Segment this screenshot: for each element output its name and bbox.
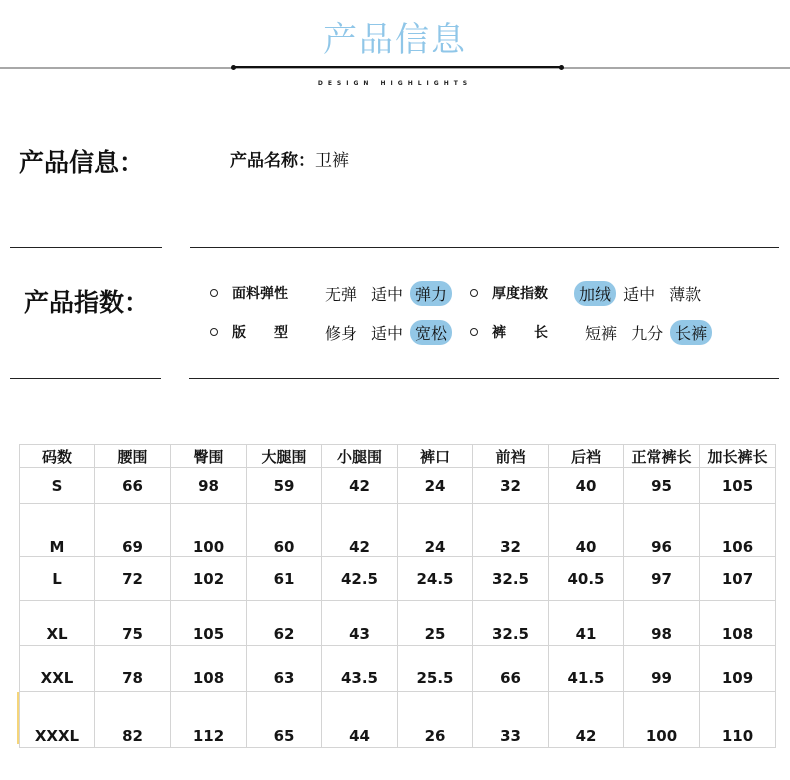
table-cell: 40: [549, 468, 624, 504]
table-cell: 65: [247, 692, 322, 748]
table-cell: 24: [398, 504, 473, 557]
option-fit-1: 修身: [325, 323, 358, 343]
product-name-value: 卫裤: [315, 151, 349, 171]
table-cell: 32.5: [473, 601, 549, 646]
table-cell: 100: [171, 504, 247, 557]
table-cell: 110: [700, 692, 776, 748]
header-cell-size: 码数: [20, 445, 95, 468]
table-cell: 25: [398, 601, 473, 646]
table-row: [20, 692, 776, 748]
table-cell: 72: [95, 557, 171, 601]
table-row: [20, 504, 776, 557]
header-accent-line: [234, 66, 562, 68]
header-cell-leg-opening: 裤口: [398, 445, 473, 468]
table-cell: 82: [95, 692, 171, 748]
table-cell: 59: [247, 468, 322, 504]
header-cell-regular-length: 正常裤长: [624, 445, 700, 468]
table-cell: 61: [247, 557, 322, 601]
option-thickness-3: 薄款: [669, 284, 702, 304]
section-divider-right-2: [189, 378, 779, 379]
bullet-circle-icon: [470, 328, 478, 336]
product-index-label: 产品指数：: [24, 288, 150, 317]
attr-name-elasticity: 面料弹性: [232, 286, 288, 302]
index-row-2: [210, 318, 712, 346]
table-cell: 32: [473, 468, 549, 504]
header-cell-thigh: 大腿围: [247, 445, 322, 468]
option-fit-2: 适中: [371, 323, 404, 343]
product-name-label: 产品名称：: [230, 151, 315, 171]
table-cell: 109: [700, 646, 776, 692]
section-divider-left-1: [10, 247, 162, 248]
table-cell: 66: [95, 468, 171, 504]
attr-name-thickness: 厚度指数: [492, 286, 549, 302]
table-cell: 32: [473, 504, 549, 557]
header-cell-front-rise: 前裆: [473, 445, 549, 468]
header-cell-back-rise: 后裆: [549, 445, 624, 468]
table-cell: XXXL: [20, 692, 95, 748]
option-length-2: 九分: [631, 323, 664, 343]
table-cell: 106: [700, 504, 776, 557]
table-cell: 98: [624, 601, 700, 646]
table-cell: 107: [700, 557, 776, 601]
table-cell: 69: [95, 504, 171, 557]
table-row: [20, 601, 776, 646]
table-cell: 108: [171, 646, 247, 692]
table-cell: 98: [171, 468, 247, 504]
section-divider-right-1: [190, 247, 779, 248]
page-title: 产品信息: [323, 20, 467, 60]
section-divider-left-2: [10, 378, 161, 379]
table-cell: XL: [20, 601, 95, 646]
table-cell: 42: [322, 468, 398, 504]
table-cell: 99: [624, 646, 700, 692]
bullet-circle-icon: [470, 289, 478, 297]
table-cell: 102: [171, 557, 247, 601]
table-header-row: [20, 445, 776, 468]
table-cell: XXL: [20, 646, 95, 692]
table-cell: 24: [398, 468, 473, 504]
table-cell: 75: [95, 601, 171, 646]
accent-dot-left: [231, 65, 236, 70]
table-cell: 43.5: [322, 646, 398, 692]
product-name-line: [230, 146, 349, 171]
table-cell: L: [20, 557, 95, 601]
table-cell: 66: [473, 646, 549, 692]
header-cell-long-length: 加长裤长: [700, 445, 776, 468]
accent-dot-right: [559, 65, 564, 70]
table-cell: 42.5: [322, 557, 398, 601]
table-row: [20, 557, 776, 601]
index-row-1: [210, 279, 706, 307]
bullet-circle-icon: [210, 289, 218, 297]
table-cell: 25.5: [398, 646, 473, 692]
option-length-1: 短裤: [585, 323, 618, 343]
table-cell: 62: [247, 601, 322, 646]
table-cell: 41.5: [549, 646, 624, 692]
option-fit-3-selected: 宽松: [410, 320, 452, 345]
table-cell: 95: [624, 468, 700, 504]
table-cell: 97: [624, 557, 700, 601]
table-cell: 26: [398, 692, 473, 748]
table-cell: 105: [171, 601, 247, 646]
attr-name-length: 裤 长: [492, 325, 549, 341]
option-thickness-1-selected: 加绒: [574, 281, 616, 306]
table-cell: 42: [322, 504, 398, 557]
table-cell: 63: [247, 646, 322, 692]
header-cell-hip: 臀围: [171, 445, 247, 468]
option-elasticity-1: 无弹: [325, 284, 358, 304]
header-cell-waist: 腰围: [95, 445, 171, 468]
table-cell: 40: [549, 504, 624, 557]
table-cell: 24.5: [398, 557, 473, 601]
option-length-3-selected: 长裤: [670, 320, 712, 345]
table-cell: 33: [473, 692, 549, 748]
table-cell: 100: [624, 692, 700, 748]
bullet-circle-icon: [210, 328, 218, 336]
table-cell: M: [20, 504, 95, 557]
table-cell: 60: [247, 504, 322, 557]
table-cell: 43: [322, 601, 398, 646]
table-cell: 96: [624, 504, 700, 557]
table-cell: 40.5: [549, 557, 624, 601]
table-row: [20, 646, 776, 692]
option-elasticity-3-selected: 弹力: [410, 281, 452, 306]
table-row: [20, 468, 776, 504]
attr-name-fit: 版 型: [232, 325, 288, 341]
table-cell: 42: [549, 692, 624, 748]
table-cell: 44: [322, 692, 398, 748]
page-subtitle: DESIGN HIGHLIGHTS: [317, 80, 473, 87]
option-elasticity-2: 适中: [371, 284, 404, 304]
size-table: [19, 444, 776, 748]
table-cell: 78: [95, 646, 171, 692]
table-cell: 112: [171, 692, 247, 748]
option-thickness-2: 适中: [623, 284, 656, 304]
header-cell-calf: 小腿围: [322, 445, 398, 468]
table-cell: 32.5: [473, 557, 549, 601]
table-cell: 105: [700, 468, 776, 504]
table-cell: 108: [700, 601, 776, 646]
product-info-label: 产品信息：: [19, 148, 145, 177]
table-cell: S: [20, 468, 95, 504]
table-cell: 41: [549, 601, 624, 646]
